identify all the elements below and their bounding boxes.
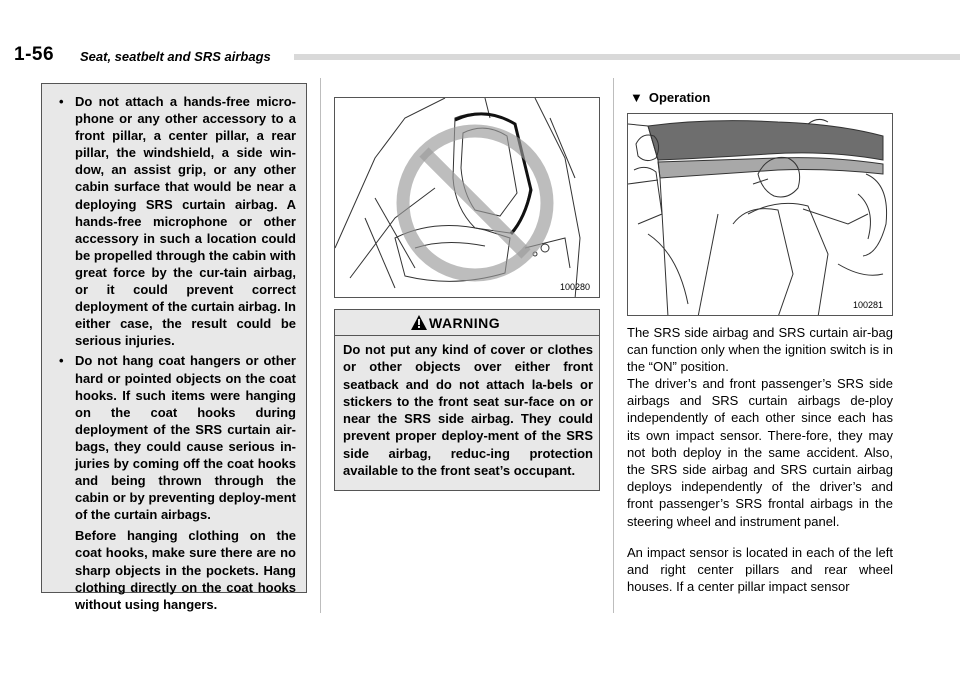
operation-paragraph: An impact sensor is located in each of the left and right center pillars and rear wheel houses. If a center pillar impact sensor [627, 545, 893, 595]
airbag-operation-figure [627, 113, 893, 316]
driver-airbag-illustration [628, 114, 893, 316]
seat-illustration [335, 98, 600, 298]
header-rule [294, 54, 960, 60]
figure-label: 100280 [560, 282, 591, 292]
bullet-dot: • [59, 353, 64, 369]
operation-heading-text: Operation [648, 90, 711, 105]
seat-cover-prohibited-figure [334, 97, 600, 298]
caution-bullet-text: Do not hang coat hangers or other hard or pointed objects on the coat hooks. If such items were hanging on the coat hooks during deployment of the SRS curtain air-bags, they could cause serious in-juries by coming off the coat hooks and being thrown through the cabin or by preventing deploy-ment of the curtain airbags. [75, 353, 296, 523]
column-divider-right [613, 78, 614, 613]
heading-triangle-icon: ▼ [630, 90, 643, 105]
operation-paragraph: The SRS side airbag and SRS curtain air-bag can function only when the ignition switch is in the “ON” position. [627, 325, 893, 375]
warning-box [334, 309, 600, 491]
warning-triangle-icon [411, 315, 427, 330]
warning-header [335, 310, 599, 335]
caution-box [41, 83, 307, 612]
caution-bullet-extra: Before hanging clothing on the coat hooks, make sure there are no sharp objects in the pockets. Hang clothing directly on the coat hooks without using hangers. [75, 528, 296, 612]
warning-text: Do not put any kind of cover or clothes or other objects over either front seatback and do not attach la-bels or stickers to the front seat sur-face on or near the SRS side airbag. They could prevent proper deploy-ment of the SRS side airbag, reduc-ing protection available to the front seat’s occupant. [343, 342, 593, 479]
page-header [14, 38, 954, 66]
prohibition-icon [403, 131, 547, 275]
warning-title: WARNING [429, 315, 501, 331]
operation-heading [630, 90, 710, 105]
caution-bullet [52, 352, 296, 523]
caution-bullet [52, 93, 296, 349]
page-number: 1-56 [14, 44, 55, 65]
figure-label: 100281 [853, 300, 884, 310]
warning-divider [335, 335, 599, 336]
caution-bullet-text: Do not attach a hands-free micro-phone or any other accessory to a front pillar, a center pillar, a rear pillar, the windshield, a side win-dow, an assist grip, or any other cabin surface that would be near a deploying SRS curtain airbag. A hands-free microphone or other accessory in such a location could be propelled through the cabin with great force by the cur-tain airbag, or it could prevent correct deployment of the curtain airbag. In either case, the result could be serious injuries. [75, 94, 296, 349]
bullet-dot: • [59, 94, 64, 109]
column-divider-left [320, 78, 321, 613]
section-title: Seat, seatbelt and SRS airbags [80, 49, 271, 64]
operation-paragraph: The driver’s and front passenger’s SRS side airbags and SRS curtain airbags de-ploy independently of each other since each has its own impact sensor. There-fore, they may not both deploy in the same accident. Also, the SRS side airbag and SRS curtain airbag deploys independently of the driver’s and front passenger’s SRS frontal airbags in the steering wheel and instrument panel. [627, 376, 893, 529]
